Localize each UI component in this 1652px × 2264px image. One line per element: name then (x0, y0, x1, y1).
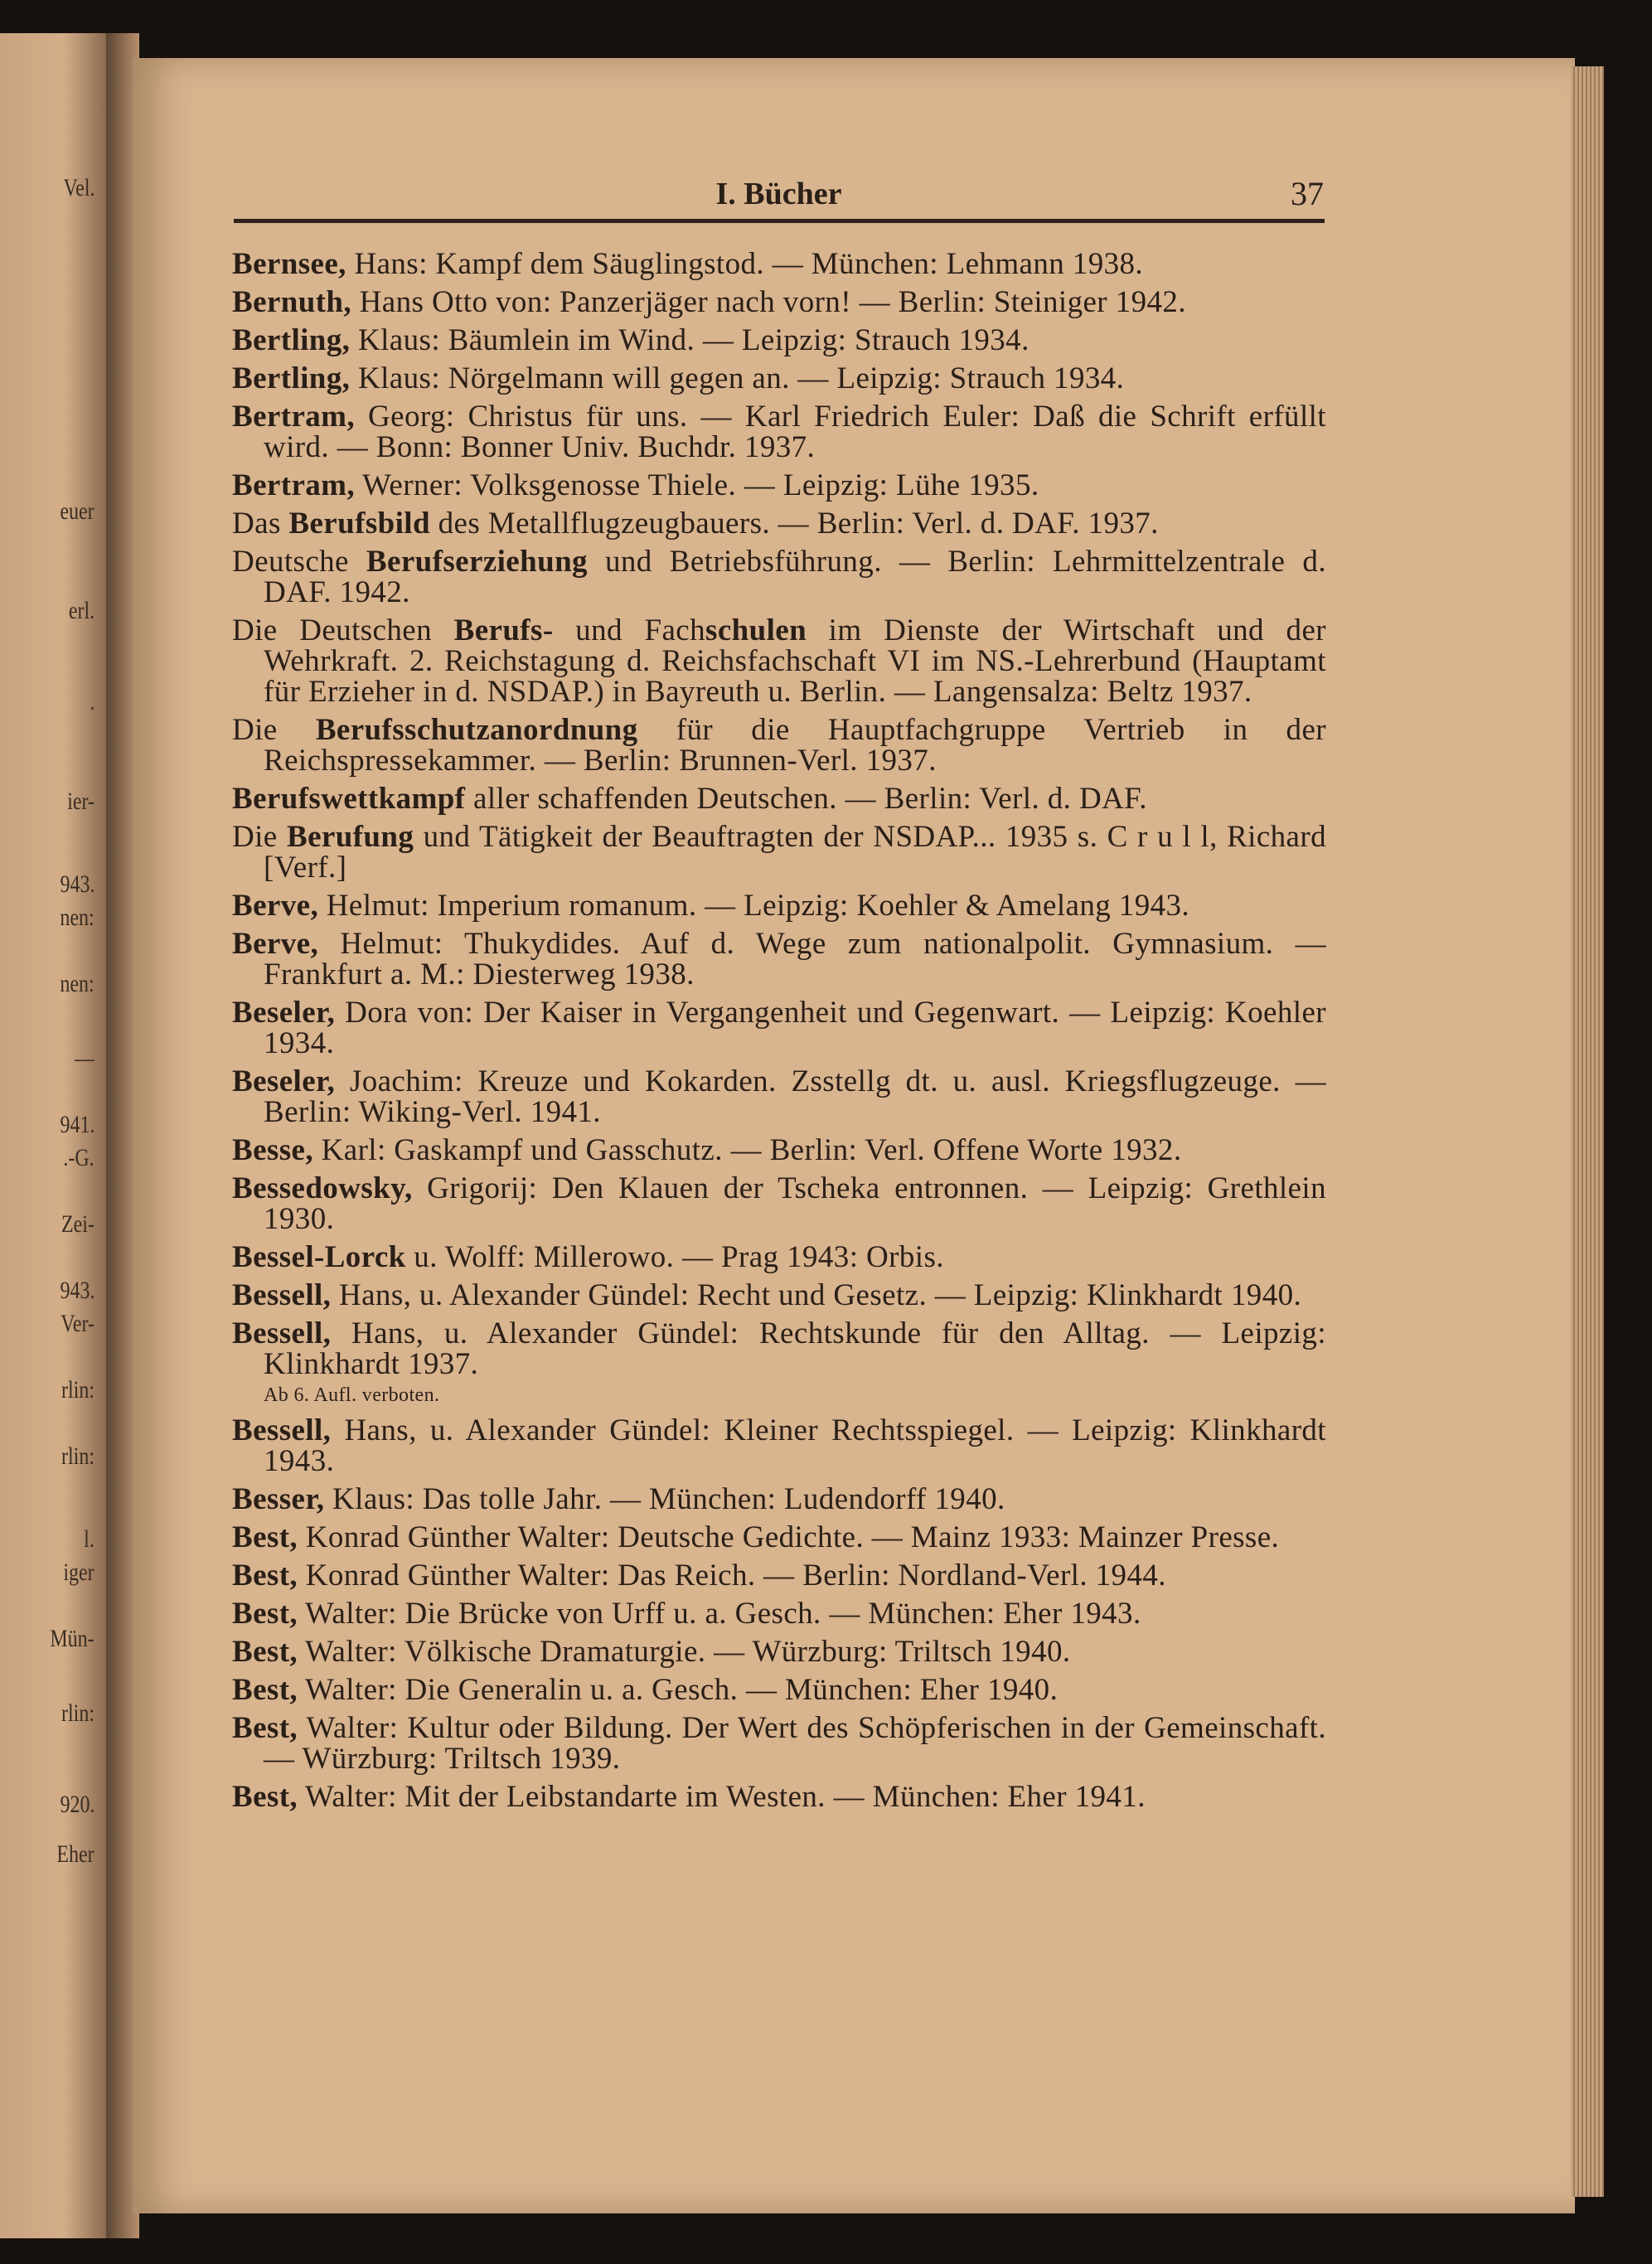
entry-text: Die (232, 820, 287, 854)
entry-text: Joachim: Kreuze und Kokarden. Zsstellg dt. u. ausl. Kriegsflugzeuge. — Berlin: Wiking-Verl. 1941. (264, 1064, 1326, 1129)
entry-text: und Tätigkeit der Beauftragten der NSDAP... 1935 s. C r u l l, Richard [Verf.] (264, 820, 1326, 885)
entry-keyword: Berufs- (453, 613, 554, 647)
entry-text: und Betriebsführung. — Berlin: Lehrmittelzentrale d. DAF. 1942. (264, 545, 1326, 609)
previous-page-fragment: rlin: (61, 1442, 94, 1470)
entry-keyword: Beseler, (232, 1064, 336, 1098)
bibliography-entry (232, 546, 1326, 608)
bibliography-entry (232, 1318, 1326, 1379)
entry-text: Helmut: Imperium romanum. — Leipzig: Koehler & Amelang 1943. (318, 889, 1190, 923)
entry-text: Konrad Günther Walter: Das Reich. — Berlin: Nordland-Verl. 1944. (298, 1559, 1166, 1593)
entry-note: Ab 6. Aufl. verboten. (264, 1384, 440, 1406)
entry-keyword: Best, (232, 1559, 298, 1593)
bibliography-entry (232, 1135, 1326, 1166)
entry-text: Karl: Gaskampf und Gasschutz. — Berlin: Verl. Offene Worte 1932. (312, 1133, 1182, 1167)
entry-keyword: Bessell, (232, 1413, 332, 1447)
bibliography-entry (232, 249, 1326, 279)
previous-page-fragment: l. (84, 1525, 94, 1553)
bibliography-entry (232, 401, 1326, 463)
bibliography-list (232, 249, 1326, 1820)
entry-keyword: Bertling, (232, 361, 351, 395)
entry-text: Hans Otto von: Panzerjäger nach vorn! — Berlin: Steiniger 1942. (351, 285, 1186, 319)
entry-text: Dora von: Der Kaiser in Vergangenheit und Gegenwart. — Leipzig: Koehler 1934. (264, 996, 1326, 1060)
entry-keyword: Best, (232, 1780, 298, 1814)
entry-keyword: Berve, (232, 927, 319, 961)
entry-text: Klaus: Das tolle Jahr. — München: Ludendorff 1940. (324, 1482, 1005, 1516)
entry-text: des Metallflugzeugbauers. — Berlin: Verl. d. DAF. 1937. (429, 507, 1159, 541)
bibliography-entry (232, 928, 1326, 990)
header-rule (234, 219, 1325, 223)
previous-page-fragment: Eher (56, 1840, 94, 1868)
bibliography-entry (232, 715, 1326, 776)
previous-page-fragment: rlin: (61, 1376, 94, 1403)
bibliography-entry (232, 287, 1326, 318)
entry-text: Konrad Günther Walter: Deutsche Gedichte. — Mainz 1933: Mainzer Presse. (298, 1520, 1280, 1554)
entry-text: Die (232, 713, 316, 747)
previous-page-fragment: nen: (60, 970, 94, 997)
entry-keyword: Bernsee, (232, 247, 346, 281)
entry-text: Grigorij: Den Klauen der Tscheka entronnen. — Leipzig: Grethlein 1930. (264, 1171, 1326, 1236)
previous-page-fragment: Zei- (61, 1210, 94, 1238)
entry-keyword: Best, (232, 1520, 298, 1554)
entry-text: Klaus: Nörgelmann will gegen an. — Leipzig: Strauch 1934. (350, 361, 1125, 395)
entry-text: Das (232, 507, 289, 541)
bibliography-entry (232, 615, 1326, 707)
entry-text: Hans: Kampf dem Säuglingstod. — München: Lehmann 1938. (346, 247, 1144, 281)
previous-page-fragment: Mün- (50, 1625, 94, 1652)
entry-keyword: Berufsbild (288, 507, 430, 541)
bibliography-entry (232, 1598, 1326, 1629)
previous-page-fragment: 943. (60, 870, 94, 898)
entry-keyword: Besse, (232, 1133, 313, 1167)
entry-keyword: Bessell, (232, 1278, 332, 1312)
bibliography-entry (232, 997, 1326, 1059)
bibliography-entry (232, 822, 1326, 883)
bibliography-entry (232, 1522, 1326, 1553)
bibliography-entry (232, 1242, 1326, 1273)
entry-keyword: Berve, (232, 889, 319, 923)
previous-page-fragment: 941. (60, 1111, 94, 1138)
entry-keyword: Berufung (286, 820, 414, 854)
previous-page-fragment: .-G. (63, 1144, 94, 1171)
entry-text: Walter: Kultur oder Bildung. Der Wert des Schöpferischen in der Gemeinschaft. — Würzburg: Triltsch 1939. (264, 1711, 1326, 1776)
bibliography-entry (232, 508, 1326, 539)
bibliography-entry (232, 325, 1326, 356)
entry-keyword: Bessel-Lorck (232, 1240, 406, 1274)
previous-page-fragment: iger (63, 1559, 94, 1586)
entry-keyword: Berufserziehung (366, 545, 588, 579)
bibliography-entry (232, 1066, 1326, 1127)
entry-text: Walter: Mit der Leibstandarte im Westen. — München: Eher 1941. (298, 1780, 1146, 1814)
previous-page-fragment: Ver- (61, 1310, 94, 1337)
entry-text: Helmut: Thukydides. Auf d. Wege zum nationalpolit. Gymnasium. — Frankfurt a. M.: Diesterweg 1938. (264, 927, 1326, 991)
entry-text: Walter: Völkische Dramaturgie. — Würzburg: Triltsch 1940. (298, 1635, 1071, 1669)
entry-text: Hans, u. Alexander Gündel: Rechtskunde für den Alltag. — Leipzig: Klinkhardt 1937. (264, 1316, 1326, 1381)
entry-keyword: schulen (705, 613, 807, 647)
bibliography-entry (232, 1280, 1326, 1311)
entry-keyword: Bertram, (232, 400, 356, 434)
bibliography-entry (232, 783, 1326, 814)
entry-keyword: Best, (232, 1711, 298, 1745)
entry-text: und Fach (553, 613, 706, 647)
bibliography-entry (232, 470, 1326, 501)
page-edges (1571, 66, 1604, 2197)
entry-text: aller schaffenden Deutschen. — Berlin: Verl. d. DAF. (465, 782, 1147, 816)
previous-page-fragment: 943. (60, 1277, 94, 1304)
entry-keyword: Besser, (232, 1482, 325, 1516)
running-header (234, 171, 1324, 221)
previous-page-fragment: Vel. (63, 174, 94, 201)
entry-keyword: Bertram, (232, 468, 356, 502)
bibliography-entry (232, 1713, 1326, 1774)
entry-keyword: Berufswettkampf (232, 782, 466, 816)
previous-page-edge (0, 33, 106, 2238)
entry-text: Walter: Die Generalin u. a. Gesch. — München: Eher 1940. (298, 1673, 1059, 1707)
entry-text: Klaus: Bäumlein im Wind. — Leipzig: Strauch 1934. (350, 323, 1029, 357)
entry-text: Walter: Die Brücke von Urff u. a. Gesch. — München: Eher 1943. (298, 1597, 1141, 1631)
entry-text: u. Wolff: Millerowo. — Prag 1943: Orbis. (405, 1240, 944, 1274)
previous-page-fragment: erl. (68, 597, 94, 624)
previous-page-fragment: . (90, 688, 94, 715)
running-title: I. Bücher (715, 177, 842, 211)
previous-page-fragment: euer (60, 497, 94, 525)
bibliography-entry (232, 1484, 1326, 1515)
bibliography-entry (232, 1675, 1326, 1705)
entry-keyword: Bernuth, (232, 285, 352, 319)
entry-text: für die Hauptfachgruppe Vertrieb in der Reichspressekammer. — Berlin: Brunnen-Verl. 1937. (264, 713, 1326, 778)
entry-keyword: Bertling, (232, 323, 351, 357)
entry-keyword: Beseler, (232, 996, 336, 1030)
entry-keyword: Best, (232, 1597, 298, 1631)
bibliography-entry (232, 890, 1326, 921)
bibliography-entry (232, 1173, 1326, 1234)
previous-page-fragment: nen: (60, 904, 94, 931)
entry-keyword: Bessedowsky, (232, 1171, 413, 1205)
previous-page-fragment: rlin: (61, 1699, 94, 1727)
entry-keyword: Berufsschutzanordnung (315, 713, 638, 747)
entry-text: Deutsche (232, 545, 366, 579)
entry-keyword: Best, (232, 1673, 298, 1707)
bibliography-entry (232, 363, 1326, 394)
entry-text: Hans, u. Alexander Gündel: Recht und Gesetz. — Leipzig: Klinkhardt 1940. (331, 1278, 1302, 1312)
entry-text: Die Deutschen (232, 613, 454, 647)
bibliography-entry (232, 1636, 1326, 1667)
entry-text: Werner: Volksgenosse Thiele. — Leipzig: Lühe 1935. (355, 468, 1039, 502)
entry-keyword: Bessell, (232, 1316, 332, 1350)
previous-page-fragment: 920. (60, 1791, 94, 1818)
previous-page-fragment: ier- (67, 788, 94, 815)
entry-keyword: Best, (232, 1635, 298, 1669)
previous-page-fragment: — (75, 1045, 94, 1072)
bibliography-entry (232, 1560, 1326, 1591)
bibliography-entry (232, 1415, 1326, 1476)
entry-text: Georg: Christus für uns. — Karl Friedrich Euler: Daß die Schrift erfüllt wird. — Bonn: Bonner Univ. Buchdr. 1937. (264, 400, 1326, 464)
page-number: 37 (1291, 175, 1324, 212)
entry-text: im Dienste der Wirtschaft und der Wehrkraft. 2. Reichstagung d. Reichsfachschaft VI im NS.-Lehrerbund (Hauptamt für Erzieher in d. NSDAP.) in Bayreuth u. Berlin. — Langensalza: Beltz 1937. (264, 613, 1326, 709)
bibliography-entry (232, 1782, 1326, 1812)
entry-text: Hans, u. Alexander Gündel: Kleiner Rechtsspiegel. — Leipzig: Klinkhardt 1943. (264, 1413, 1326, 1478)
